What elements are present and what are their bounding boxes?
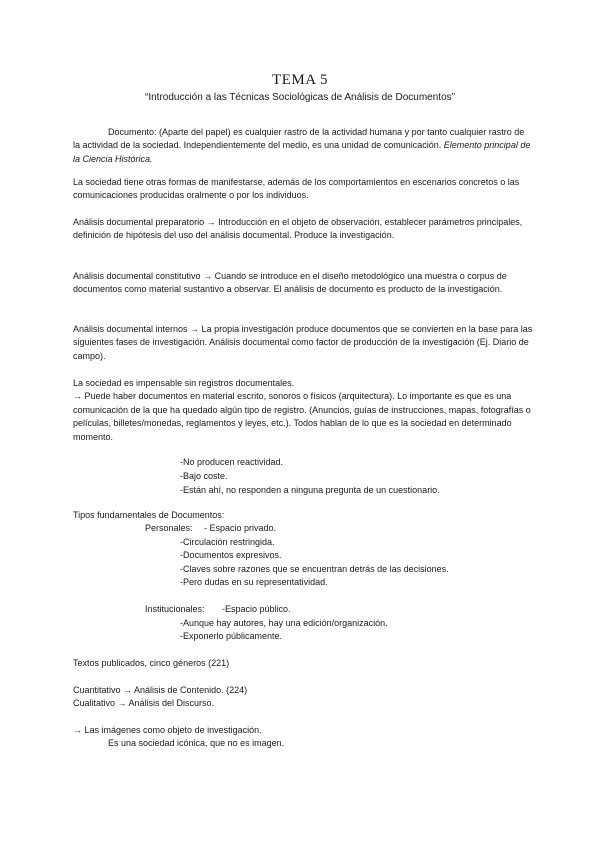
institucionales-item: -Exponerlo públicamente. [180, 631, 283, 641]
personales-item: -Claves sobre razones que se encuentran detrás de las decisiones. [180, 564, 449, 574]
paragraph-constitutivo: Análisis documental constitutivo → Cuando se introduce en el diseño metodológico una muestra o corpus de documentos como material sustantivo a observar. El análisis de documento es producto de la investigación. [73, 271, 507, 295]
textos-publicados: Textos publicados, cinco géneros (221) [73, 658, 230, 668]
institucionales-first-item: -Espacio público. [222, 604, 291, 614]
cuantitativo-line: Cuantitativo → Análisis de Contenido. (224) [73, 685, 248, 695]
institucionales-label: Institucionales: [145, 604, 205, 614]
advantage-item: -Están ahí, no responden a ninguna pregunta de un cuestionario. [180, 485, 440, 495]
tipos-heading: Tipos fundamentales de Documentos: [73, 510, 225, 520]
advantage-item: -No producen reactividad. [180, 457, 284, 467]
institucionales-item: -Aunque hay autores, hay una edición/organización. [180, 618, 388, 628]
intro-paragraph [73, 126, 533, 166]
intro-text: Documento: (Aparte del papel) es cualquier rastro de la actividad humana y por tanto cualquier rastro de la actividad de la sociedad. Independientemente del medio, es una unidad de comunicación. [73, 127, 525, 151]
iconica-line: Es una sociedad icónica, que no es imagen. [108, 738, 285, 748]
personales-item: -Documentos expresivos. [180, 550, 282, 560]
page-title: TEMA 5 [272, 72, 328, 88]
paragraph-internos: Análisis documental internos → La propia investigación produce documentos que se convierten en la base para las siguientes fases de investigación. Análisis documental como factor de producción de la investigación (Ej. Diario de campo). [73, 324, 533, 361]
personales-item: -Pero dudas en su representatividad. [180, 577, 328, 587]
paragraph-sociedad: La sociedad tiene otras formas de manifestarse, además de los comportamientos en escenarios concretos o las comunicaciones producidas oralmente o por los individuos. [73, 177, 520, 201]
paragraph-preparatorio: Análisis documental preparatorio → Introducción en el objeto de observación, establecer parámetros principales, definición de hipótesis del uso del análisis documental. Produce la investigación. [73, 217, 523, 241]
personales-item: -Circulación restringida. [180, 537, 275, 547]
intro-emphasis: Elemento principal de la Ciencia Histórica. [73, 140, 531, 164]
personales-first-item: - Espacio privado. [204, 523, 277, 533]
page-subtitle: “Introducción a las Técnicas Sociológicas de Análisis de Documentos” [145, 92, 455, 103]
imagenes-line: → Las imágenes como objeto de investigación. [73, 725, 262, 735]
personales-label: Personales: [145, 523, 193, 533]
registros-line: La sociedad es impensable sin registros documentales. [73, 378, 295, 388]
paragraph-registros [73, 377, 533, 444]
cualitativo-line: Cualitativo → Análisis del Discurso. [73, 698, 215, 708]
registros-detail: → Puede haber documentos en material escrito, sonoros o físicos (arquitectura). Lo importante es que es una comunicación de la que ha quedado algún tipo de registro. (Anuncios, guías de instrucciones, mapas, fotografías o películas, billetes/monedas, reglamentos y leyes, etc.). Todos hablan de lo que es la sociedad en determinado momento. [73, 391, 531, 442]
advantage-item: -Bajo coste. [180, 471, 228, 481]
